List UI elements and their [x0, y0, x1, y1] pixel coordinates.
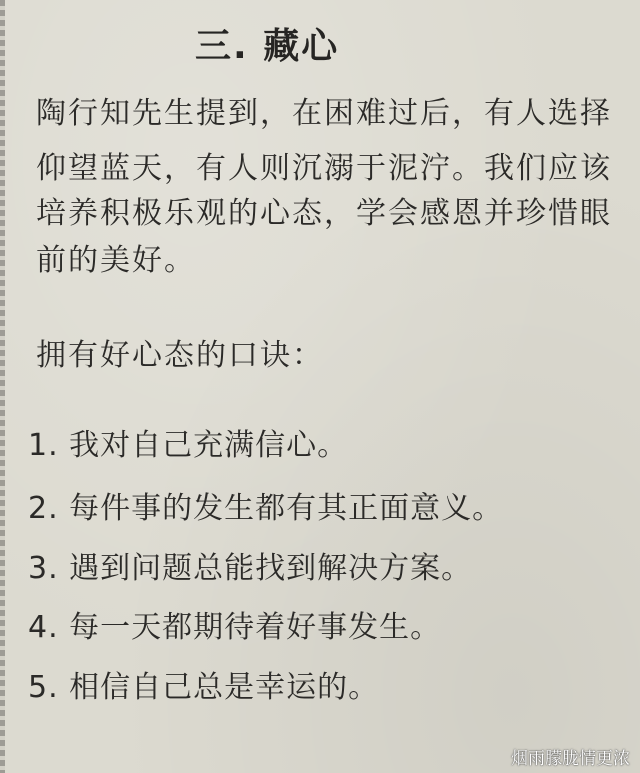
paragraph-line-1: 陶行知先生提到，在困难过后，有人选择	[36, 96, 612, 131]
mantra-item-4: 4. 每一天都期待着好事发生。	[28, 610, 442, 645]
page-binding-edge	[0, 0, 5, 773]
paragraph-line-4: 前的美好。	[36, 243, 196, 278]
mantra-item-5: 5. 相信自己总是幸运的。	[28, 670, 380, 705]
paragraph-line-3: 培养积极乐观的心态，学会感恩并珍惜眼	[36, 196, 612, 231]
section-title: 三. 藏心	[195, 26, 340, 67]
watermark: 烟雨朦胧情更浓	[511, 749, 630, 769]
mantra-item-3: 3. 遇到问题总能找到解决方案。	[28, 551, 473, 586]
mantra-heading: 拥有好心态的口诀：	[36, 338, 324, 373]
paragraph-line-2: 仰望蓝天，有人则沉溺于泥泞。我们应该	[36, 151, 612, 186]
mantra-item-2: 2. 每件事的发生都有其正面意义。	[28, 491, 504, 526]
mantra-item-1: 1. 我对自己充满信心。	[28, 428, 349, 463]
